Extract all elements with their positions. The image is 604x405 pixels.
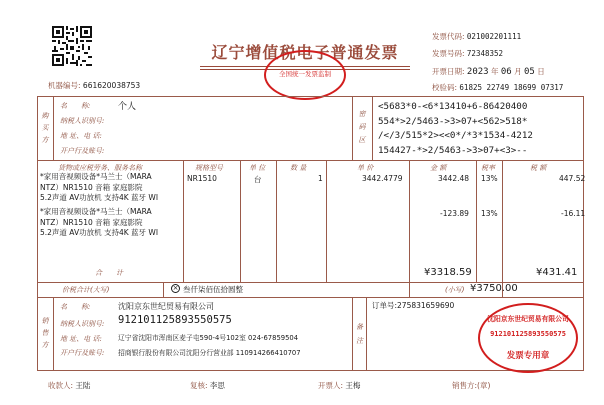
reviewer — [190, 380, 225, 391]
invoice-seal-company: 沈阳京东世纪贸易有限公司 — [487, 315, 569, 323]
drawer-value: 王梅 — [345, 381, 361, 390]
password-line: 554*>2/5463->3>07+<562>518* — [378, 115, 528, 127]
col-header-name: 货物或应税劳务、服务名称 — [58, 164, 142, 172]
vline-rate — [476, 160, 477, 282]
password-line: 154427-*>2/5463->3>07+<3>-- — [378, 144, 528, 156]
vline-password-left — [352, 96, 353, 160]
item-rate: 13% — [481, 174, 498, 183]
invoice-seal-type: 发票专用章 — [506, 351, 550, 361]
vline-remark-label — [366, 297, 367, 371]
password-area-label: 密码区 — [358, 110, 366, 144]
drawer — [318, 380, 360, 391]
item-amount: 3442.48 — [438, 174, 470, 183]
vline-remark-left — [352, 297, 353, 371]
item-amount: -123.89 — [440, 209, 469, 218]
vline-buyer-side — [53, 96, 54, 160]
supervision-stamp — [264, 50, 346, 100]
grand-total-words: 叁仟柒佰伍拾圆整 — [183, 285, 243, 294]
vline-password-label — [372, 96, 373, 160]
reviewer-label: 复核: — [190, 381, 208, 390]
password-area — [378, 100, 533, 158]
invoice-date-label: 开票日期: — [432, 67, 465, 76]
vline-grand-label — [163, 282, 164, 297]
payee — [48, 380, 90, 391]
item-name-line: *家用音视频设备*马兰士（MARA — [40, 207, 152, 216]
invoice-number — [432, 48, 503, 59]
vline-amount — [409, 160, 410, 297]
payee-value: 王陆 — [75, 381, 91, 390]
seller-addr-label: 地 址、电 话: — [60, 335, 102, 343]
invoice-seal-taxid: 912101125893550575 — [490, 330, 566, 338]
vline-spec — [183, 160, 184, 282]
vline-seller-side — [53, 297, 54, 371]
item-unit: 台 — [254, 175, 262, 184]
check-code — [432, 82, 563, 93]
vline-tax — [502, 160, 503, 297]
password-line: /</3/515*2><<0*/*3*1534-4212 — [378, 130, 533, 141]
item-name-line: NTZ）NR1510 音箱 家庭影院 — [40, 182, 143, 192]
invoice-code-value: 021002201111 — [466, 32, 522, 41]
item-name-line: *家用音视频设备*马兰士（MARA — [40, 172, 152, 181]
item-tax: -16.11 — [561, 209, 586, 218]
vline-unit — [240, 160, 241, 282]
col-header-spec: 规格型号 — [195, 164, 223, 172]
machine-number-label: 机器编号: — [48, 81, 81, 90]
payee-label: 收款人: — [48, 381, 74, 390]
supervision-stamp-text: 全国统一发票监制 — [279, 70, 331, 78]
seller-side-label: 销售方 — [41, 317, 49, 349]
invoice-date-year: 2023 — [466, 67, 489, 77]
invoice-number-label: 发票号码: — [432, 49, 465, 58]
invoice-date-day: 05 — [524, 67, 535, 77]
totals-tax: ¥431.41 — [536, 267, 578, 278]
invoice-code-label: 发票代码: — [432, 32, 465, 41]
col-header-unit: 单 位 — [249, 164, 266, 172]
check-code-value: 61825 22749 18699 07317 — [459, 83, 564, 92]
invoice-title: 辽宁增值税电子普通发票 — [211, 43, 399, 62]
seller-name-label: 名 称: — [60, 303, 91, 311]
item-name — [40, 172, 158, 204]
col-header-tax: 税 额 — [530, 164, 547, 172]
buyer-side-label: 购买方 — [41, 112, 49, 144]
buyer-name-label: 名 称: — [60, 102, 91, 110]
col-header-rate: 税率 — [481, 164, 495, 172]
vline-price — [326, 160, 327, 282]
grand-total-circle-icon: × — [172, 284, 179, 292]
invoice-seal — [478, 303, 578, 373]
remark-value: 订单号:275831659690 — [372, 301, 455, 310]
invoice-date — [432, 66, 545, 77]
drawer-label: 开票人: — [318, 381, 344, 390]
check-code-label: 校验码: — [432, 83, 458, 92]
machine-number — [48, 80, 140, 91]
item-spec: NR1510 — [187, 174, 217, 183]
item-name-line: 5.2声道 AV功放机 支持4K 蓝牙 WI — [40, 228, 159, 237]
col-header-amount: 金 额 — [430, 164, 447, 172]
item-name-line: 5.2声道 AV功放机 支持4K 蓝牙 WI — [40, 193, 159, 202]
invoice-code — [432, 31, 521, 42]
seller-taxid-value: 912101125893550575 — [118, 314, 232, 326]
item-name — [40, 207, 158, 239]
buyer-name-value: 个人 — [118, 102, 137, 112]
invoice-date-day-unit: 日 — [537, 67, 545, 76]
password-line: <5683*0-<6*13410+6-86420400 — [378, 101, 528, 112]
vline-qty — [276, 160, 277, 282]
qr-code — [52, 26, 92, 66]
buyer-taxid-label: 纳税人识别号: — [60, 117, 105, 125]
buyer-bank-label: 开户行及账号: — [60, 147, 105, 155]
invoice-date-month-unit: 月 — [514, 67, 522, 76]
item-qty: 1 — [318, 174, 323, 183]
grand-total-small: ¥3750.00 — [470, 283, 518, 294]
seller-addr-value: 辽宁省沈阳市浑南区麦子屯590-4号102室 024-67859504 — [118, 334, 299, 342]
qr-code-icon — [52, 26, 92, 66]
totals-label: 合 计 — [95, 269, 123, 277]
seller-taxid-label: 纳税人识别号: — [60, 320, 105, 328]
item-price: 3442.4779 — [362, 174, 403, 183]
seller-bank-label: 开户行及账号: — [60, 349, 105, 357]
invoice-date-year-unit: 年 — [491, 67, 499, 76]
seller-name-value: 沈阳京东世纪贸易有限公司 — [118, 302, 214, 311]
item-tax: 447.52 — [559, 174, 586, 183]
seller-seal-label: 销售方:(章) — [452, 381, 491, 390]
grand-total-label: 价税合计(大写) — [62, 286, 110, 294]
grand-total-small-label: (小写) — [445, 286, 465, 294]
col-header-price: 单 价 — [357, 164, 374, 172]
col-header-qty: 数 量 — [290, 164, 307, 172]
item-name-line: NTZ）NR1510 音箱 家庭影院 — [40, 217, 143, 227]
seller-bank-value: 招商银行股份有限公司沈阳分行营业部 110914266410707 — [118, 349, 301, 357]
invoice-date-month: 06 — [500, 67, 512, 77]
reviewer-value: 李思 — [209, 381, 225, 390]
totals-amount: ¥3318.59 — [424, 267, 472, 278]
remark-label: 备注 — [356, 323, 363, 345]
line-grand-top — [37, 297, 584, 298]
invoice-number-value: 72348352 — [466, 49, 504, 58]
machine-number-value: 661620038753 — [82, 81, 141, 90]
item-rate: 13% — [481, 209, 498, 218]
buyer-addr-label: 地 址、电 话: — [60, 132, 102, 140]
